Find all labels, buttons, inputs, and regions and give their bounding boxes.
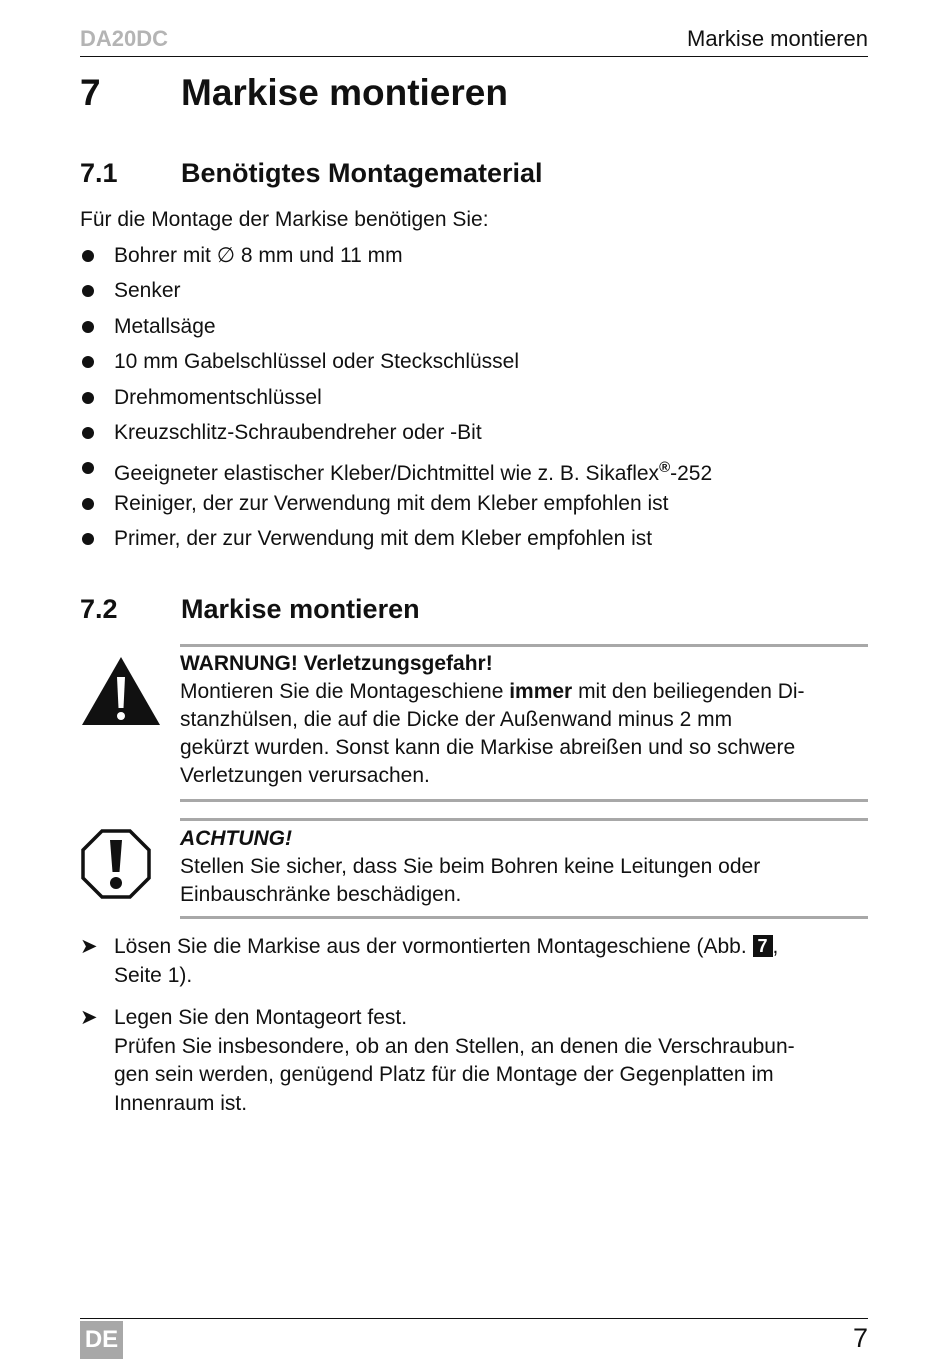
bullet-icon bbox=[82, 462, 94, 474]
caution-bottom-rule bbox=[180, 916, 868, 919]
bullet-icon bbox=[82, 392, 94, 404]
section-intro: Für die Montage der Markise benötigen Sie: bbox=[80, 208, 489, 231]
page-number: 7 bbox=[852, 1323, 868, 1353]
list-item: Metallsäge bbox=[80, 313, 880, 348]
header-divider bbox=[80, 56, 868, 57]
material-list bbox=[80, 242, 880, 561]
language-badge: DE bbox=[80, 1321, 123, 1359]
caution-text: Stellen Sie sicher, dass Sie beim Bohren keine Leitungen oder Einbauschränke beschädigen. bbox=[180, 855, 761, 906]
instruction-step: ➤ Lösen Sie die Markise aus der vormontierten Montageschiene (Abb. 7 , Seite 1). bbox=[80, 935, 779, 987]
bullet-icon bbox=[82, 321, 94, 333]
warning-triangle-icon bbox=[80, 655, 162, 727]
warning-bottom-rule bbox=[180, 799, 868, 802]
bullet-icon bbox=[82, 427, 94, 439]
emphasis-text: immer bbox=[509, 680, 573, 703]
list-item: Geeigneter elastischer Kleber/Dichtmittel wie z. B. Sikaflex®-252 bbox=[80, 454, 880, 489]
bullet-icon bbox=[82, 498, 94, 510]
instruction-step: ➤ Legen Sie den Montageort fest. Prüfen Sie insbesondere, ob an den Stellen, an denen die Verschraubun- gen sein werden, genügend Platz für die Montage der Gegenplatten im Innenraum ist. bbox=[80, 1006, 795, 1115]
list-item: Kreuzschlitz-Schraubendreher oder -Bit bbox=[80, 419, 880, 454]
chapter-title: Markise montieren bbox=[181, 72, 508, 113]
warning-title: WARNUNG! Verletzungsgefahr! bbox=[180, 652, 493, 675]
warning-notice bbox=[180, 650, 870, 790]
bullet-icon bbox=[82, 356, 94, 368]
list-item: Primer, der zur Verwendung mit dem Kleber empfohlen ist bbox=[80, 525, 880, 560]
section-title: Markise montieren bbox=[181, 594, 420, 624]
caution-top-rule bbox=[180, 818, 868, 821]
section-number: 7.2 bbox=[80, 594, 118, 624]
list-item: Bohrer mit ∅ 8 mm und 11 mm bbox=[80, 242, 880, 277]
header-section-title: Markise montieren bbox=[687, 26, 868, 51]
caution-notice bbox=[180, 825, 870, 909]
list-item: Drehmomentschlüssel bbox=[80, 384, 880, 419]
bullet-icon bbox=[82, 250, 94, 262]
caution-title: ACHTUNG! bbox=[180, 827, 292, 850]
section-title: Benötigtes Montagematerial bbox=[181, 158, 543, 188]
section-number: 7.1 bbox=[80, 158, 118, 188]
arrow-right-icon: ➤ bbox=[80, 935, 98, 958]
header-model: DA20DC bbox=[80, 26, 169, 51]
caution-octagon-icon bbox=[80, 828, 152, 900]
bullet-icon bbox=[82, 533, 94, 545]
figure-reference-badge: 7 bbox=[753, 935, 773, 957]
warning-text: Montieren Sie die Montageschiene immer mit den beiliegenden Di- stanzhülsen, die auf die Dicke der Außenwand minus 2 mm gekürzt wurden. Sonst kann die Markise abreißen und so schwere Verletzungen verursachen. bbox=[180, 680, 805, 787]
warning-top-rule bbox=[180, 644, 868, 647]
list-item: Senker bbox=[80, 277, 880, 312]
arrow-right-icon: ➤ bbox=[80, 1006, 98, 1029]
list-item: Reiniger, der zur Verwendung mit dem Kleber empfohlen ist bbox=[80, 490, 880, 525]
list-item: 10 mm Gabelschlüssel oder Steckschlüssel bbox=[80, 348, 880, 383]
chapter-number: 7 bbox=[80, 72, 101, 113]
footer-divider bbox=[80, 1318, 868, 1319]
bullet-icon bbox=[82, 285, 94, 297]
